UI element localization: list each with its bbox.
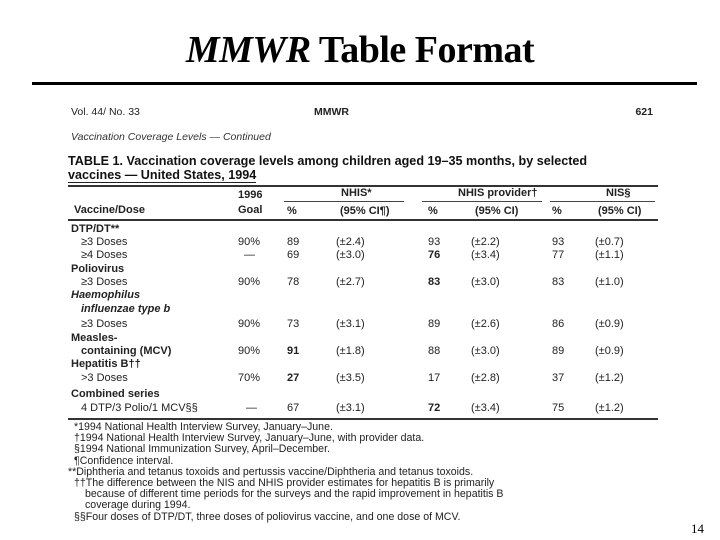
- nhis-pct: 69: [287, 249, 300, 262]
- nis-pct: 86: [552, 318, 565, 331]
- journal-label: MMWR: [314, 106, 349, 118]
- slide-title-italic: MMWR: [185, 29, 311, 71]
- table-row: [68, 223, 658, 236]
- nis-ci: (±0.9): [595, 345, 624, 358]
- provider-pct: 72: [428, 401, 441, 414]
- category-label: Measles-: [71, 331, 118, 344]
- nis-pct: 93: [552, 235, 565, 248]
- nhis-ci: (±3.1): [336, 318, 365, 331]
- provider-pct: 88: [428, 345, 441, 358]
- goal-value: —: [246, 401, 257, 414]
- vaccine-dose-header: Vaccine/Dose: [74, 204, 145, 216]
- category-label: DTP/DT**: [71, 222, 120, 235]
- provider-ci-header: (95% CI): [475, 205, 519, 217]
- table-row: [68, 332, 658, 345]
- continued-label: Vaccination Coverage Levels — Continued: [71, 131, 271, 143]
- goal-value: 90%: [238, 318, 261, 331]
- nis-ci: (±1.2): [595, 371, 624, 384]
- provider-pct: 17: [428, 371, 441, 384]
- table-row: [68, 388, 658, 401]
- provider-ci: (±2.6): [471, 318, 500, 331]
- nhis-pct: 73: [287, 318, 300, 331]
- goal-value: 90%: [238, 235, 261, 248]
- dose-label: 4 DTP/3 Polio/1 MCV§§: [81, 401, 198, 414]
- goal-value: —: [244, 249, 255, 262]
- nis-ci: (±0.7): [595, 235, 624, 248]
- slide-number: 14: [691, 521, 704, 536]
- table-row: [68, 318, 658, 331]
- table-row: [68, 303, 658, 316]
- provider-pct-header: %: [428, 205, 438, 217]
- table-caption-line1: TABLE 1. Vaccination coverage levels among children aged 19–35 months, by selected: [68, 154, 588, 168]
- table-header: [68, 187, 658, 219]
- nhis-pct: 27: [287, 371, 300, 384]
- goal-value: 70%: [238, 371, 261, 384]
- nhis-pct: 89: [287, 235, 300, 248]
- provider-pct: 89: [428, 318, 441, 331]
- footnote: ††The difference between the NIS and NHIS provider estimates for hepatitis B is primarily: [74, 476, 495, 489]
- footnote: §§Four doses of DTP/DT, three doses of poliovirus vaccine, and one dose of MCV.: [74, 510, 461, 523]
- provider-ci: (±3.0): [471, 345, 500, 358]
- table-row: [68, 236, 658, 249]
- nis-ci: (±1.2): [595, 401, 624, 414]
- nhis-ci: (±2.4): [336, 235, 365, 248]
- nis-pct: 77: [552, 249, 565, 262]
- table-row: [68, 402, 658, 415]
- nhis-ci: (±3.0): [336, 249, 365, 262]
- nhis-ci: (±1.8): [336, 345, 365, 358]
- provider-ci: (±3.4): [471, 401, 500, 414]
- scanned-document: [68, 106, 658, 523]
- nis-pct: 89: [552, 345, 565, 358]
- nis-pct: 37: [552, 371, 565, 384]
- nhis-provider-group-rule: [422, 201, 542, 202]
- dose-label: ≥3 Doses: [81, 318, 128, 331]
- nis-ci: (±1.0): [595, 276, 624, 289]
- dose-label: ≥4 Doses: [81, 249, 128, 262]
- dose-label: containing (MCV): [81, 345, 172, 358]
- dose-label: >3 Doses: [81, 371, 128, 384]
- provider-ci: (±3.0): [471, 276, 500, 289]
- table-row: [68, 372, 658, 385]
- provider-ci: (±3.4): [471, 249, 500, 262]
- nhis-pct: 91: [287, 345, 300, 358]
- footnote: *1994 National Health Interview Survey, January–June.: [74, 420, 333, 433]
- title-rule: [32, 82, 697, 85]
- table-row: [68, 358, 658, 371]
- nhis-provider-group-header: NHIS provider†: [458, 187, 538, 199]
- goal-value: 90%: [238, 276, 261, 289]
- table-caption-line2: vaccines — United States, 1994: [68, 168, 257, 182]
- table-row: [68, 289, 658, 302]
- goal-header-year: 1996: [238, 189, 263, 201]
- goal-value: 90%: [238, 345, 261, 358]
- nhis-ci: (±3.5): [336, 371, 365, 384]
- category-label: influenzae type b: [81, 302, 171, 315]
- dose-label: ≥3 Doses: [81, 235, 128, 248]
- footnote: ¶Confidence interval.: [74, 454, 174, 467]
- category-label: Poliovirus: [71, 262, 125, 275]
- nis-ci: (±0.9): [595, 318, 624, 331]
- table-row: [68, 263, 658, 276]
- nis-group-header: NIS§: [606, 187, 631, 199]
- header-bottom-rule: [68, 219, 658, 221]
- footnote: **Diphtheria and tetanus toxoids and pertussis vaccine/Diphtheria and tetanus toxoids.: [68, 465, 474, 478]
- provider-pct: 76: [428, 249, 441, 262]
- nhis-group-rule: [284, 201, 404, 202]
- nis-ci-header: (95% CI): [598, 205, 642, 217]
- table-row: [68, 276, 658, 289]
- nhis-ci: (±3.1): [336, 401, 365, 414]
- footnote: §1994 National Immunization Survey, April–December.: [74, 443, 330, 456]
- table-caption: [68, 154, 658, 183]
- nis-pct: 75: [552, 401, 565, 414]
- provider-pct: 83: [428, 276, 441, 289]
- provider-ci: (±2.2): [471, 235, 500, 248]
- category-label: Haemophilus: [71, 289, 141, 302]
- nis-pct: 83: [552, 276, 565, 289]
- nis-pct-header: %: [552, 205, 562, 217]
- provider-ci: (±2.8): [471, 371, 500, 384]
- category-label: Hepatitis B††: [71, 358, 141, 371]
- page-label: 621: [635, 106, 653, 118]
- nhis-ci-header: (95% CI¶): [340, 205, 390, 217]
- footnotes: [68, 420, 658, 523]
- volume-label: Vol. 44/ No. 33: [71, 106, 140, 118]
- nhis-group-header: NHIS*: [341, 187, 372, 199]
- nis-group-rule: [550, 201, 655, 202]
- nhis-ci: (±2.7): [336, 276, 365, 289]
- nhis-pct: 67: [287, 401, 300, 414]
- slide-title: [0, 28, 720, 72]
- table-row: [68, 249, 658, 262]
- category-label: Combined series: [71, 388, 160, 401]
- table-body: [68, 223, 658, 415]
- dose-label: ≥3 Doses: [81, 276, 128, 289]
- nhis-pct-header: %: [287, 205, 297, 217]
- running-head: [68, 106, 658, 122]
- footnote-continuation: because of different time periods for the surveys and the rapid improvement in hepatitis B: [85, 488, 504, 501]
- table-bottom-rule: [68, 418, 658, 420]
- goal-header-label: Goal: [238, 204, 263, 216]
- slide-title-rest: Table Format: [310, 29, 535, 71]
- provider-pct: 93: [428, 235, 441, 248]
- footnote-continuation: coverage during 1994.: [85, 499, 191, 512]
- footnote: †1994 National Health Interview Survey, January–June, with provider data.: [74, 432, 425, 445]
- table-row: [68, 345, 658, 358]
- nis-ci: (±1.1): [595, 249, 624, 262]
- nhis-pct: 78: [287, 276, 300, 289]
